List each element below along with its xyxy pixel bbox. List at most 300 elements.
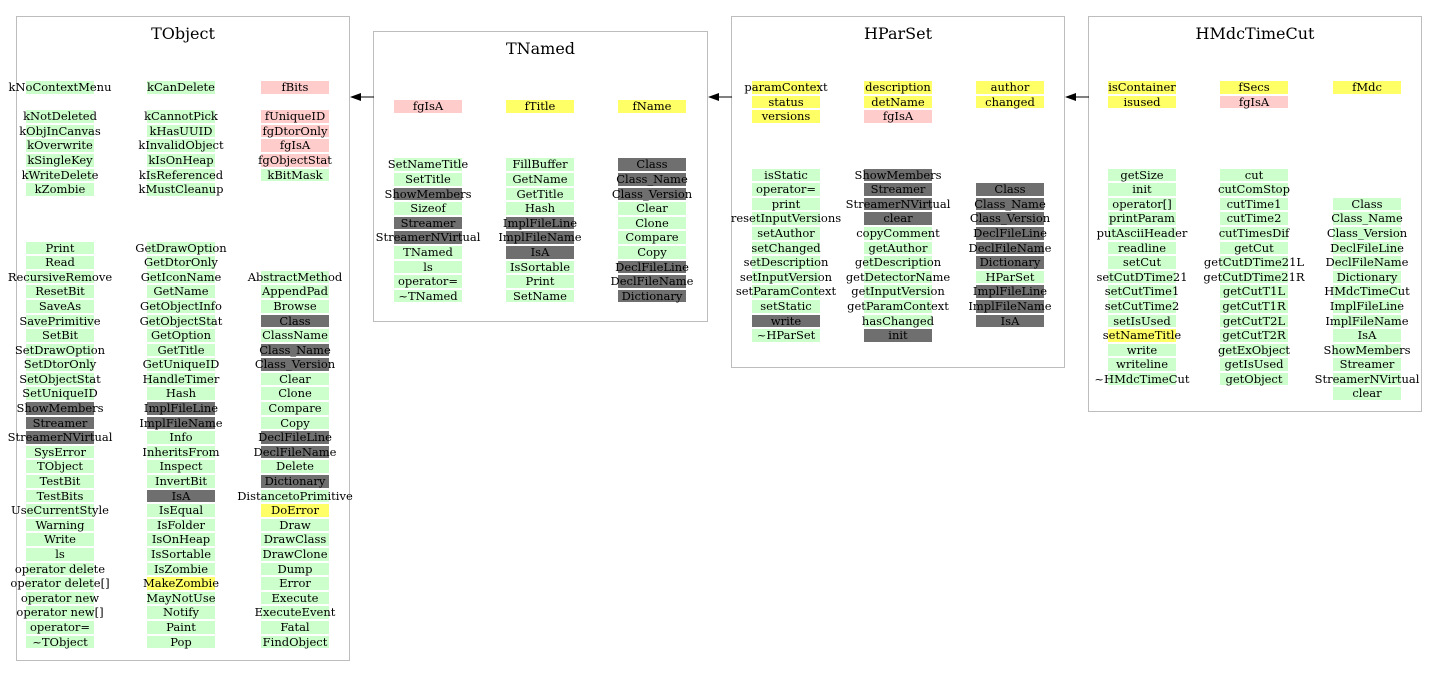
member-label: Hash: [165, 386, 197, 401]
member-label: fgIsA: [1238, 94, 1270, 109]
member-function: [0, 241, 120, 256]
member-label: Clone: [635, 215, 669, 230]
member-label: SysError: [33, 444, 87, 459]
member-function: [0, 532, 120, 547]
member-function: [1194, 168, 1314, 183]
member-function: [1194, 211, 1314, 226]
member-function: [1082, 241, 1202, 256]
member-label: IsZombie: [153, 561, 209, 576]
member-label: kWriteDelete: [21, 167, 99, 182]
member-function: [235, 386, 355, 401]
member-label: cutTimesDif: [1218, 225, 1290, 240]
data-member: [121, 576, 241, 591]
member-function: [368, 245, 488, 260]
member-label: SaveAs: [38, 298, 82, 313]
member-label: status: [768, 94, 804, 109]
member-label: ImplFileName: [968, 298, 1052, 313]
member-function: [0, 138, 120, 153]
member-function: [235, 576, 355, 591]
member-label: setNameTitle: [1102, 328, 1182, 343]
member-function: [1307, 314, 1427, 329]
member-label: fMdc: [1352, 80, 1382, 94]
member-label: HMdcTimeCut: [1324, 284, 1410, 299]
member-label: SetName: [513, 288, 567, 303]
member-function: [0, 430, 120, 445]
member-label: fgObjectStat: [258, 152, 332, 167]
member-function: [1194, 197, 1314, 212]
member-label: changed: [985, 94, 1035, 109]
member-function: [838, 255, 958, 270]
member-label: Class_Version: [254, 357, 336, 372]
member-label: StreamerNVirtual: [375, 230, 481, 245]
member-function: [121, 299, 241, 314]
member-label: cut: [1244, 167, 1264, 182]
member-function: [726, 314, 846, 329]
member-label: clear: [1352, 386, 1382, 401]
member-label: Clone: [278, 386, 312, 401]
member-label: setCut: [1122, 255, 1162, 270]
member-function: [950, 255, 1070, 270]
member-function: [235, 459, 355, 474]
member-function: [121, 503, 241, 518]
data-member: [235, 124, 355, 139]
member-function: [726, 197, 846, 212]
member-function: [726, 182, 846, 197]
member-label: StreamerNVirtual: [845, 196, 951, 211]
member-label: Class_Name: [259, 342, 331, 357]
member-column: [950, 80, 1070, 328]
member-function: [726, 168, 846, 183]
member-label: ls: [423, 259, 433, 274]
member-function: [0, 591, 120, 606]
member-function: [592, 230, 712, 245]
member-function: [235, 357, 355, 372]
member-label: kCanDelete: [147, 80, 215, 94]
member-function: [235, 401, 355, 416]
member-label: ~TNamed: [398, 288, 458, 303]
member-function: [1194, 372, 1314, 387]
member-label: getDetectorName: [845, 269, 951, 284]
member-label: getAuthor: [868, 240, 928, 255]
member-function: [0, 416, 120, 431]
member-function: [121, 138, 241, 153]
member-function: [235, 474, 355, 489]
member-function: [1082, 255, 1202, 270]
member-function: [1307, 270, 1427, 285]
data-member: [726, 95, 846, 110]
member-function: [726, 226, 846, 241]
member-label: kIsOnHeap: [148, 152, 214, 167]
member-label: ResetBit: [35, 284, 85, 299]
member-function: [121, 416, 241, 431]
member-label: kNoContextMenu: [8, 80, 112, 94]
member-label: Streamer: [32, 415, 88, 430]
member-label: StreamerNVirtual: [7, 430, 113, 445]
member-function: [0, 386, 120, 401]
member-label: Draw: [279, 517, 311, 532]
member-label: StreamerNVirtual: [1314, 371, 1420, 386]
member-function: [368, 157, 488, 172]
member-label: ImplFileLine: [1329, 298, 1405, 313]
member-function: [368, 216, 488, 231]
member-label: isContainer: [1108, 80, 1176, 94]
member-label: readline: [1117, 240, 1167, 255]
member-function: [1194, 241, 1314, 256]
member-function: [235, 416, 355, 431]
data-member: [235, 80, 355, 95]
member-label: TestBits: [36, 488, 84, 503]
member-label: IsA: [171, 488, 191, 503]
member-function: [121, 314, 241, 329]
member-label: getIsUsed: [1224, 357, 1284, 372]
member-label: Dictionary: [979, 255, 1041, 270]
member-label: fBits: [281, 80, 309, 94]
member-function: [121, 270, 241, 285]
member-function: [838, 168, 958, 183]
member-label: versions: [761, 109, 811, 124]
member-function: [121, 474, 241, 489]
member-label: Class_Version: [611, 186, 693, 201]
member-function: [0, 547, 120, 562]
member-label: Dictionary: [621, 288, 683, 303]
member-function: [950, 197, 1070, 212]
data-member: [838, 80, 958, 95]
member-column: [121, 80, 241, 649]
member-function: [838, 314, 958, 329]
member-function: [0, 474, 120, 489]
member-column: [368, 99, 488, 303]
member-function: [121, 532, 241, 547]
member-label: Clear: [279, 371, 311, 386]
member-label: DeclFileName: [253, 444, 337, 459]
member-function: [0, 270, 120, 285]
member-label: Print: [45, 240, 75, 255]
member-column: [480, 99, 600, 303]
member-function: [480, 187, 600, 202]
member-label: writeline: [1115, 357, 1168, 372]
member-label: Browse: [273, 298, 317, 313]
member-function: [121, 328, 241, 343]
member-function: [121, 386, 241, 401]
member-label: fgIsA: [412, 99, 444, 113]
data-member: [235, 109, 355, 124]
member-label: IsOnHeap: [151, 532, 211, 547]
member-function: [726, 299, 846, 314]
member-function: [121, 562, 241, 577]
member-label: Compare: [625, 230, 679, 245]
member-function: [592, 245, 712, 260]
member-label: getParamContext: [847, 298, 949, 313]
member-label: ClassName: [262, 328, 328, 343]
member-label: Class_Name: [1331, 211, 1403, 226]
member-label: resetInputVersions: [730, 211, 842, 226]
member-function: [0, 620, 120, 635]
member-label: kZombie: [34, 182, 86, 197]
member-label: Paint: [166, 619, 196, 634]
member-label: setDescription: [743, 255, 829, 270]
member-label: Copy: [280, 415, 310, 430]
member-label: operator new: [20, 590, 100, 605]
member-label: isused: [1123, 94, 1161, 109]
member-label: Delete: [276, 459, 314, 474]
member-label: DeclFileName: [1325, 255, 1409, 270]
member-label: GetUniqueID: [142, 357, 220, 372]
member-function: [592, 289, 712, 304]
member-label: kCannotPick: [144, 109, 218, 124]
member-label: getExObject: [1218, 342, 1290, 357]
member-function: [235, 343, 355, 358]
member-label: HParSet: [985, 269, 1035, 284]
member-function: [235, 547, 355, 562]
member-label: setCutDTime21: [1096, 269, 1188, 284]
member-label: Warning: [35, 517, 85, 532]
member-label: Read: [45, 255, 75, 270]
member-function: [1194, 182, 1314, 197]
member-label: ShowMembers: [384, 186, 472, 201]
member-label: setIsUsed: [1113, 313, 1171, 328]
member-label: putAsciiHeader: [1096, 225, 1188, 240]
member-function: [1194, 255, 1314, 270]
data-member: [1307, 80, 1427, 95]
member-label: printParam: [1109, 211, 1175, 226]
data-member: [235, 503, 355, 518]
member-label: Class_Version: [1326, 225, 1408, 240]
member-column: [235, 80, 355, 649]
member-function: [0, 357, 120, 372]
member-function: [480, 260, 600, 275]
member-function: [480, 289, 600, 304]
member-label: fUniqueID: [264, 109, 326, 124]
member-label: Fatal: [280, 619, 310, 634]
member-function: [1082, 284, 1202, 299]
member-function: [838, 270, 958, 285]
member-label: ls: [55, 547, 65, 561]
member-label: Pop: [170, 634, 192, 649]
member-function: [0, 401, 120, 416]
member-label: setParamContext: [735, 284, 837, 299]
member-label: getSize: [1120, 167, 1164, 182]
member-label: Class_Name: [616, 171, 688, 186]
member-label: GetTitle: [516, 186, 564, 201]
member-label: GetOption: [150, 328, 212, 343]
member-function: [1307, 197, 1427, 212]
member-label: description: [865, 80, 931, 94]
member-label: Class_Version: [969, 211, 1051, 226]
member-function: [0, 605, 120, 620]
member-label: Execute: [271, 590, 319, 605]
member-function: [368, 201, 488, 216]
member-label: ExecuteEvent: [254, 605, 336, 620]
member-label: Class: [279, 313, 311, 328]
member-function: [0, 284, 120, 299]
member-label: ShowMembers: [16, 401, 104, 416]
data-member: [592, 99, 712, 114]
member-column: [1082, 80, 1202, 386]
member-function: [726, 270, 846, 285]
member-function: [121, 547, 241, 562]
member-function: [0, 182, 120, 197]
member-label: print: [771, 196, 801, 211]
member-label: getCutDTime21L: [1203, 255, 1305, 270]
data-member: [368, 99, 488, 114]
member-label: kInvalidObject: [138, 138, 224, 153]
class-title: HParSet: [863, 24, 933, 43]
member-function: [235, 445, 355, 460]
member-function: [235, 635, 355, 650]
member-function: [0, 576, 120, 591]
member-label: Notify: [162, 605, 200, 620]
member-function: [1307, 299, 1427, 314]
member-label: kObjInCanvas: [19, 123, 101, 138]
member-label: Info: [169, 430, 193, 445]
member-label: setChanged: [751, 240, 821, 255]
member-function: [121, 357, 241, 372]
member-label: InvertBit: [154, 474, 208, 489]
member-function: [480, 201, 600, 216]
member-function: [0, 343, 120, 358]
member-label: MayNotUse: [146, 590, 216, 605]
member-label: getCutT1L: [1222, 284, 1286, 299]
member-label: DrawClass: [263, 532, 327, 547]
class-title: TObject: [151, 24, 215, 43]
member-label: kHasUUID: [149, 123, 213, 138]
member-label: init: [888, 328, 908, 343]
data-member: [1082, 95, 1202, 110]
member-label: TObject: [37, 459, 83, 474]
member-function: [121, 430, 241, 445]
member-function: [121, 153, 241, 168]
data-member: [950, 95, 1070, 110]
member-label: MakeZombie: [142, 576, 220, 591]
member-function: [1082, 211, 1202, 226]
member-label: DrawClone: [262, 547, 328, 561]
member-label: fgIsA: [279, 138, 311, 153]
member-label: kSingleKey: [27, 152, 93, 167]
member-label: kMustCleanup: [138, 182, 224, 197]
member-function: [121, 445, 241, 460]
member-function: [480, 216, 600, 231]
data-member: [235, 138, 355, 153]
member-label: ~TObject: [32, 634, 88, 649]
member-label: getCutT2R: [1222, 328, 1286, 343]
member-function: [1307, 284, 1427, 299]
member-label: setCutTime2: [1104, 298, 1180, 313]
member-label: write: [770, 313, 802, 328]
member-label: GetTitle: [157, 342, 205, 357]
member-label: getCutDTime21R: [1203, 269, 1305, 284]
member-label: Class: [1351, 196, 1383, 211]
member-label: TNamed: [403, 244, 453, 259]
member-function: [121, 124, 241, 139]
member-label: ~HMdcTimeCut: [1094, 371, 1190, 386]
member-function: [235, 489, 355, 504]
member-function: [368, 289, 488, 304]
member-label: cutComStop: [1218, 182, 1290, 197]
member-function: [1082, 270, 1202, 285]
member-function: [235, 518, 355, 533]
member-label: Hash: [524, 201, 556, 216]
member-label: write: [1126, 342, 1158, 357]
member-function: [1082, 314, 1202, 329]
member-label: SetTitle: [405, 171, 451, 186]
member-function: [1194, 343, 1314, 358]
member-function: [480, 172, 600, 187]
member-label: kIsReferenced: [138, 167, 224, 182]
member-function: [235, 562, 355, 577]
member-label: hasChanged: [861, 313, 935, 328]
member-label: ImplFileName: [1325, 313, 1409, 328]
member-column: [1307, 80, 1427, 401]
member-label: cutTime1: [1226, 196, 1282, 211]
member-function: [121, 80, 241, 95]
member-label: getCutT2L: [1222, 313, 1286, 328]
member-label: AppendPad: [261, 284, 329, 299]
member-column: [592, 99, 712, 303]
member-function: [726, 255, 846, 270]
member-label: operator delete: [14, 561, 106, 576]
member-label: DeclFileName: [968, 240, 1052, 255]
member-function: [838, 226, 958, 241]
member-function: [0, 562, 120, 577]
member-label: setCutTime1: [1104, 284, 1180, 299]
member-label: isStatic: [764, 167, 808, 182]
member-function: [1307, 211, 1427, 226]
data-member: [480, 99, 600, 114]
member-label: Print: [525, 274, 555, 289]
member-function: [368, 230, 488, 245]
member-label: author: [990, 80, 1030, 94]
member-label: DistancetoPrimitive: [237, 488, 353, 503]
member-function: [121, 489, 241, 504]
member-function: [838, 241, 958, 256]
member-label: GetIconName: [140, 269, 222, 284]
member-label: setStatic: [760, 298, 812, 313]
member-label: operator=: [755, 182, 817, 197]
member-label: SetNameTitle: [387, 157, 469, 172]
member-function: [0, 80, 120, 95]
member-function: [592, 274, 712, 289]
member-label: Dictionary: [1336, 269, 1398, 284]
member-label: IsA: [530, 244, 550, 259]
member-function: [0, 255, 120, 270]
member-label: HandleTimer: [142, 371, 220, 386]
member-function: [0, 459, 120, 474]
member-function: [235, 591, 355, 606]
member-label: Class: [636, 157, 668, 172]
member-function: [121, 343, 241, 358]
member-function: [1194, 226, 1314, 241]
member-function: [1307, 386, 1427, 401]
class-title: HMdcTimeCut: [1195, 24, 1315, 43]
member-label: setInputVersion: [739, 269, 833, 284]
member-function: [726, 241, 846, 256]
member-function: [1194, 314, 1314, 329]
member-function: [121, 255, 241, 270]
member-label: UseCurrentStyle: [11, 503, 109, 518]
member-function: [0, 503, 120, 518]
member-function: [121, 620, 241, 635]
member-function: [950, 270, 1070, 285]
member-function: [121, 284, 241, 299]
member-label: ShowMembers: [854, 167, 942, 182]
member-label: operator=: [397, 274, 459, 289]
member-label: getInputVersion: [851, 284, 945, 299]
member-function: [235, 372, 355, 387]
member-function: [0, 124, 120, 139]
member-function: [0, 299, 120, 314]
member-function: [1307, 255, 1427, 270]
member-function: [0, 109, 120, 124]
